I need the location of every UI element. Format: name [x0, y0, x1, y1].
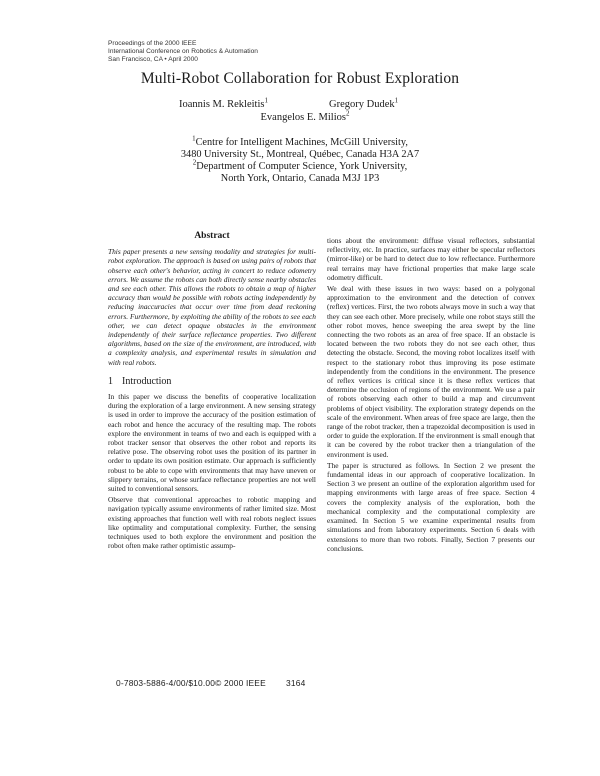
affiliation-mark: 2	[192, 158, 197, 167]
affiliation-line	[0, 158, 600, 173]
affiliations	[0, 134, 600, 185]
copyright-line: 0-7803-5886-4/00/$10.00© 2000 IEEE	[116, 678, 266, 688]
author-dudek	[329, 96, 399, 110]
paragraph: tions about the environment: diffuse visual reflectors, substantial reflectivity, etc. In practice, surfaces may either be specular reflectors (mirror-like) or be hard to detect due to low reflectance. Furthermore real terrains may have frictional properties that make large scale odometry difficult.	[327, 236, 535, 282]
author-name: Gregory Dudek	[329, 99, 395, 110]
abstract-heading: Abstract	[194, 231, 230, 241]
section-heading	[108, 377, 316, 386]
affiliation-text: Department of Computer Science, York University,	[196, 161, 408, 172]
paragraph: We deal with these issues in two ways: based on a polygonal approximation to the environment and the detection of convex (reflex) vertices. First, the two robots always move in such a way that they can see each other. More precisely, while one robot stays still the other robot moves, hence sweeping the area swept by the line connecting the two robots as an area of free space. If an obstacle is located between the two robots they do not see each other, thus detecting the obstacle. Second, the moving robot localizes itself with respect to the stationary robot thus improving its pose estimate independently from the conditions in the environment. The presence of reflex vertices is critical since it is these reflex vertices that determine the occlusion of regions of the environment. We use a pair of robots observing each other to build a map and circumvent problems of object visibility. The exploration strategy depends on the scale of the environment. When areas of free space are large, then the range of the robot tracker, then a trapezoidal decomposition is used in order to guide the exploration. If the environment is small enough that it can be covered by the robot tracker then a triangulation of the environment is used.	[327, 284, 535, 459]
author-mark: 1	[264, 96, 268, 105]
author-milios: Evangelos E. Milios	[260, 112, 346, 123]
page-number: 3164	[286, 678, 306, 688]
author-name: Ioannis M. Rekleitis	[179, 99, 265, 110]
section-title: Introduction	[122, 375, 172, 387]
paragraph: Observe that conventional approaches to robotic mapping and navigation typically assume environments of rather limited size. Most existing approaches that function well with real robots neglect issues like optimality and computational complexity. Further, the sensing techniques used to both explore the environment and position the robot often make rather optimistic assump-	[108, 495, 316, 551]
abstract-text: This paper presents a new sensing modality and strategies for multi-robot exploration. The approach is based on using pairs of robots that observe each other's behavior, acting in concert to reduce odometry errors. We assume the robots can both directly sense nearby obstacles and see each other. This allows the robots to obtain a map of higher accuracy than would be possible with robots acting independently by reducing inaccuracies that occur over time from dead reckoning errors. Furthermore, by exploiting the ability of the robots to see each other, we can detect opaque obstacles in the environment independently of their surface reflectance properties. Two different algorithms, based on the size of the environment, are introduced, with a complexity analysis, and experimental results in simulation and with real robots.	[108, 247, 316, 367]
affiliation-mark: 1	[192, 134, 196, 143]
proceedings-line: International Conference on Robotics & Automation	[108, 48, 258, 55]
author-rekleitis	[179, 96, 268, 110]
proceedings-line: Proceedings of the 2000 IEEE	[108, 40, 197, 47]
proceedings-header	[108, 40, 258, 64]
left-column	[108, 232, 316, 551]
right-column	[327, 236, 535, 553]
author-mark: 2	[345, 109, 350, 118]
author-mark: 1	[394, 96, 399, 105]
section-number: 1	[108, 375, 113, 387]
author-line-2	[0, 109, 600, 123]
paragraph: In this paper we discuss the benefits of cooperative localization during the exploration of a large environment. A new sensing strategy is used in order to improve the accuracy of the position estimation of each robot and hence the accuracy of the resulting map. The robots explore the environment in teams of two and each is equipped with a robot tracker sensor that observes the other robot and reports its relative pose. The observing robot uses the position of its partner in order to update its own position estimate. Our approach is sufficiently robust to be able to cope with environments that may have uneven or slippery terrains, or whose surface reflectance properties are not well suited to conventional sensors.	[108, 392, 316, 494]
affiliation-text: Centre for Intelligent Machines, McGill University,	[195, 137, 408, 148]
paragraph: The paper is structured as follows. In Section 2 we present the fundamental ideas in our approach of cooperative localization. In Section 3 we present an outline of the exploration algorithm used for mapping environments with large areas of free space. Section 4 covers the complexity analysis of the exploration, both the mechanical complexity and the computational complexity are examined. In Section 5 we examine experimental results from simulations and from laboratory experiments. Section 6 deals with extensions to more than two robots. Finally, Section 7 presents our conclusions.	[327, 460, 535, 553]
affiliation-line	[0, 134, 600, 149]
paper-title: Multi-Robot Collaboration for Robust Exploration	[140, 70, 460, 87]
proceedings-line: San Francisco, CA • April 2000	[108, 56, 198, 63]
affiliation-line: North York, Ontario, Canada M3J 1P3	[220, 173, 380, 184]
affiliation-line: 3480 University St., Montreal, Québec, Canada H3A 2A7	[180, 149, 420, 160]
